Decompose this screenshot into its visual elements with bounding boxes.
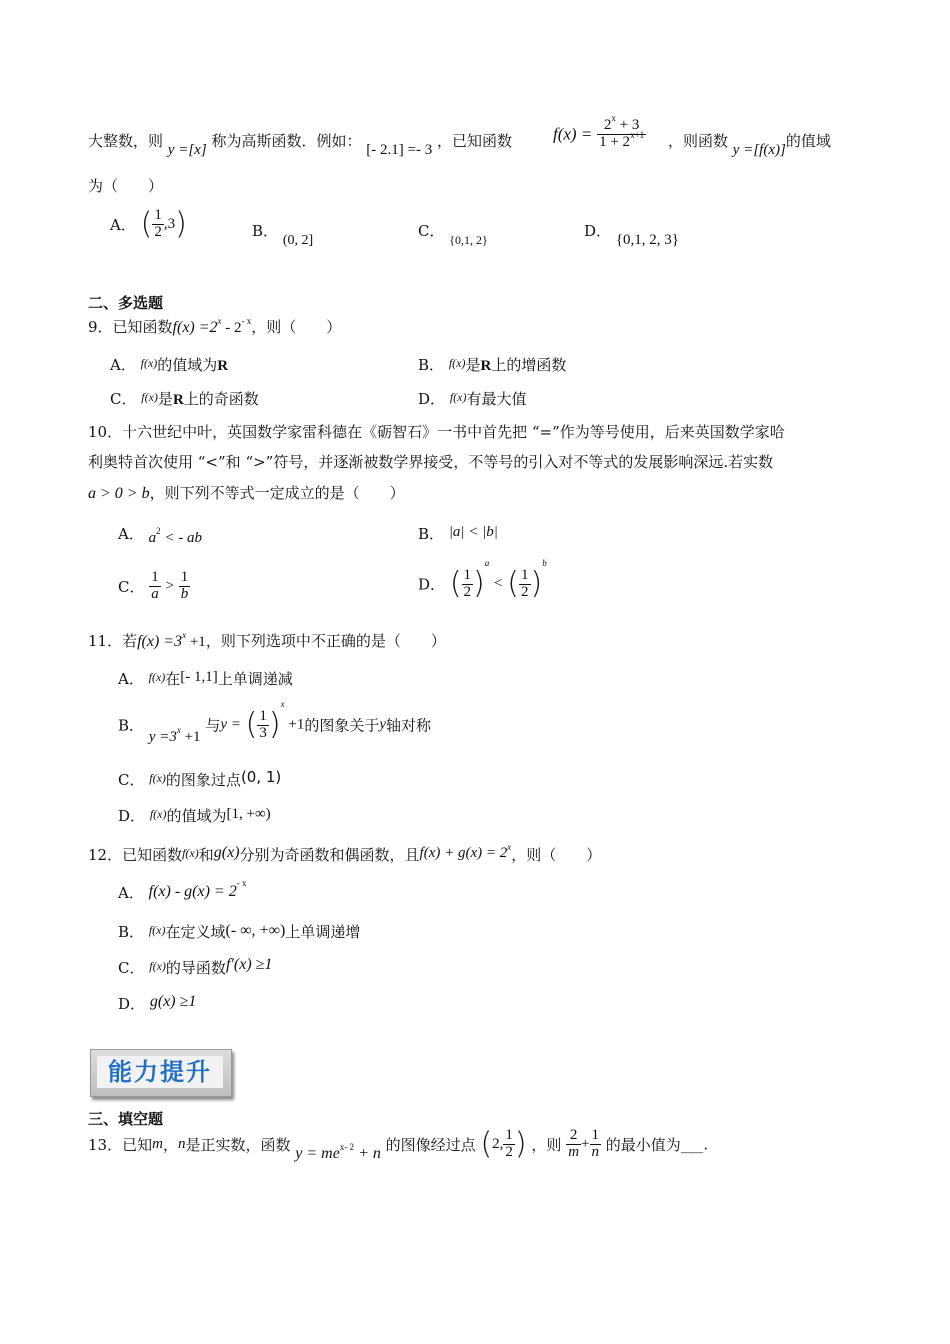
q12-option-b[interactable]: B． $^{f(x)}$在定义域(- ∞, +∞)上单调递增 xyxy=(118,922,361,941)
q12-option-d[interactable]: D． g(x) ≥1 xyxy=(118,993,197,1013)
answer-blank[interactable]: ___ xyxy=(680,1135,704,1154)
q9-option-c[interactable]: C． $^{f(x)}$是R上的奇函数 xyxy=(110,390,259,408)
q8-option-c[interactable]: C． $_{\{0,1, 2\}}$ xyxy=(418,222,488,247)
section-fill-blank: 三、填空题 xyxy=(88,1110,164,1128)
q10-line2: 利奥特首次使用 “<”和 “>”符号，并逐渐被数学界接受，不等号的引入对不等式的发展影响深远.若实数 xyxy=(88,453,774,471)
banner-label: 能力提升 xyxy=(97,1056,223,1088)
q11-option-c[interactable]: C． $^{f(x)}$的图象过点(0, 1) xyxy=(118,768,282,789)
q10-option-b[interactable]: B． |a| < |b| xyxy=(418,524,498,543)
q8-option-b[interactable]: B． (0, 2] xyxy=(252,222,314,248)
q10-option-d[interactable]: D． ( $\frac{1}{2}$ )$^a$ < ( $\frac{1}{2}$ )$^b$ xyxy=(418,558,547,601)
q8-line1-end: ，则函数 y =[f(x)]的值域 xyxy=(668,132,831,158)
q8-option-a[interactable]: A． ( $\frac{1}{2}$ ,3) xyxy=(110,206,187,242)
q13-stem: 13．已知m，n是正实数，函数 $y = me^{x- 2} + n$ 的图像经过点 (2, $\frac{1}{2}$ ) ，则 $\frac{2}{m}$ + $\frac{1}{n}$ 的最小值为___. xyxy=(88,1126,709,1163)
ability-banner xyxy=(90,1049,232,1097)
q11-stem: 11．若$f(x) =3^x +1$，则下列选项中不正确的是（ ） xyxy=(88,630,446,650)
q9-option-b[interactable]: B． $^{f(x)}$是R上的增函数 xyxy=(418,356,567,374)
q10-line1: 10．十六世纪中叶，英国数学家雷科德在《砺智石》一书中首先把 “=”作为等号使用，后来英国数学家哈 xyxy=(88,423,785,441)
gauss-def: y =[x] xyxy=(167,142,207,158)
q9-stem: 9．已知函数$f(x) =2^x - 2^{- x}$，则（ ） xyxy=(88,316,342,336)
q11-option-b[interactable]: B． $y =3^x +1$ 与y = ( $\frac{1}{3}$ )$^x$ +1的图象关于y轴对称 xyxy=(118,699,432,745)
example-expr: [- 2.1] =- 3 xyxy=(366,142,433,158)
q11-option-d[interactable]: D． $^{f(x)}$的值域为[1, +∞) xyxy=(118,806,271,825)
q10-option-a[interactable]: A． $a^2$ < - ab xyxy=(118,525,202,546)
q10-line3: a > 0 > b，则下列不等式一定成立的是（ ） xyxy=(88,484,405,502)
q12-stem: 12．已知函数$^{f(x)}$和g(x)分别为奇函数和偶函数，且$f(x) + g(x) = 2^x$，则（ ） xyxy=(88,842,602,864)
q8-function-def: f(x) = $\frac{2^x + 3}{1 + 2^{x+1}}$ xyxy=(553,113,645,150)
section-multi-choice: 二、多选题 xyxy=(88,294,164,312)
q12-option-a[interactable]: A． $f(x) - g(x) = 2^{- x}$ xyxy=(118,878,247,902)
q9-option-a[interactable]: A． $^{f(x)}$的值域为R xyxy=(110,356,229,374)
q8-fraction: $\frac{2^x + 3}{1 + 2^{x+1}}$ xyxy=(599,113,645,150)
q9-option-d[interactable]: D． $^{f(x)}$有最大值 xyxy=(418,390,527,408)
q8-line1: 大整数，则 y =[x] 称为高斯函数．例如： [- 2.1] =- 3 ，已知函数 xyxy=(88,132,512,158)
q11-option-a[interactable]: A． $^{f(x)}$在[- 1,1]上单调递减 xyxy=(118,669,293,688)
q12-option-c[interactable]: C． $^{f(x)}$的导函数f′(x) ≥1 xyxy=(118,956,273,977)
q10-option-c[interactable]: C． $\frac{1}{a}$ > $\frac{1}{b}$ xyxy=(118,569,189,602)
q8-option-d[interactable]: D． {0,1, 2, 3} xyxy=(584,222,679,248)
q8-line2: 为（ ） xyxy=(88,177,164,195)
